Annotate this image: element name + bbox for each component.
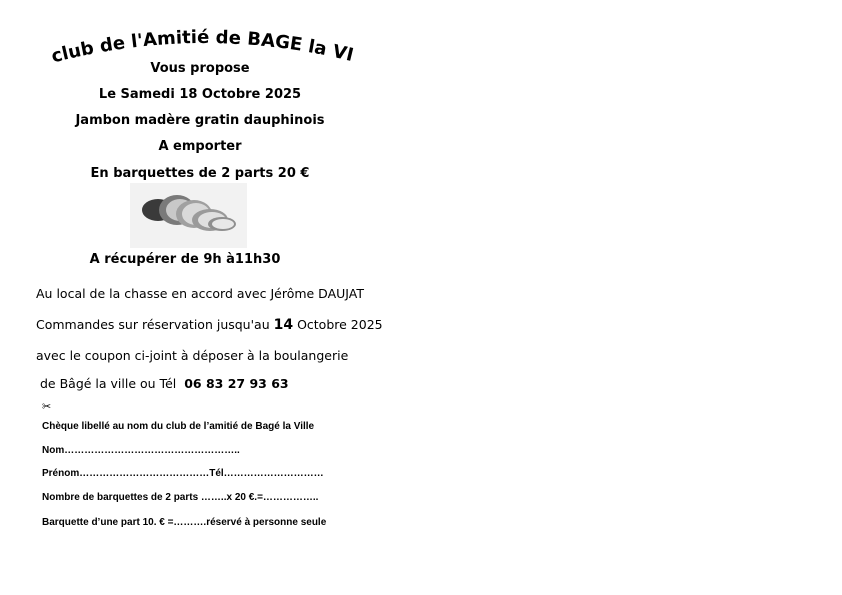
event-date: Le Samedi 18 Octobre 2025 — [98, 87, 302, 102]
ham-image — [130, 183, 247, 248]
coupon-note: avec le coupon ci-joint à déposer à la boulangerie — [36, 348, 349, 363]
prenom-tel-field: Prénom…………………………………Tél………………………… — [42, 468, 324, 479]
cheque-text: Chèque libellé au nom du club de l’amitié de Bagé la Ville — [42, 421, 315, 432]
single-portion-field: Barquette d’une part 10. € =……….réservé à personne seule — [42, 517, 327, 528]
svg-text:Le club de l'Amitié de BAGE la: Le club de l'Amitié de BAGE la VILLE — [43, 12, 356, 68]
phone-line — [40, 376, 289, 391]
location-text: Au local de la chasse en accord avec Jérôme DAUJAT — [36, 286, 364, 301]
menu-text: Jambon madère gratin dauphinois — [75, 113, 325, 128]
barquettes-field: Nombre de barquettes de 2 parts ……..x 20 €.=…………….. — [42, 492, 319, 503]
dotted-line: ……………………………………………………………………………………………………………… — [51, 405, 262, 409]
cut-line — [42, 395, 357, 409]
scissors-icon: ✂ — [42, 400, 52, 409]
portions-text: En barquettes de 2 parts 20 € — [90, 166, 310, 181]
subtitle: Vous propose — [150, 61, 250, 76]
phone-number: 06 83 27 93 63 — [184, 376, 289, 391]
order-prefix: Commandes sur réservation jusqu'au — [36, 317, 274, 332]
order-suffix: Octobre 2025 — [293, 317, 383, 332]
order-day: 14 — [273, 317, 294, 333]
nom-field: Nom…………………………………………….. — [42, 445, 240, 456]
phone-prefix: de Bâgé la ville ou Tél — [40, 376, 181, 391]
order-deadline — [36, 317, 383, 333]
takeaway-text: A emporter — [158, 139, 242, 154]
pickup-time: A récupérer de 9h à11h30 — [89, 252, 281, 267]
